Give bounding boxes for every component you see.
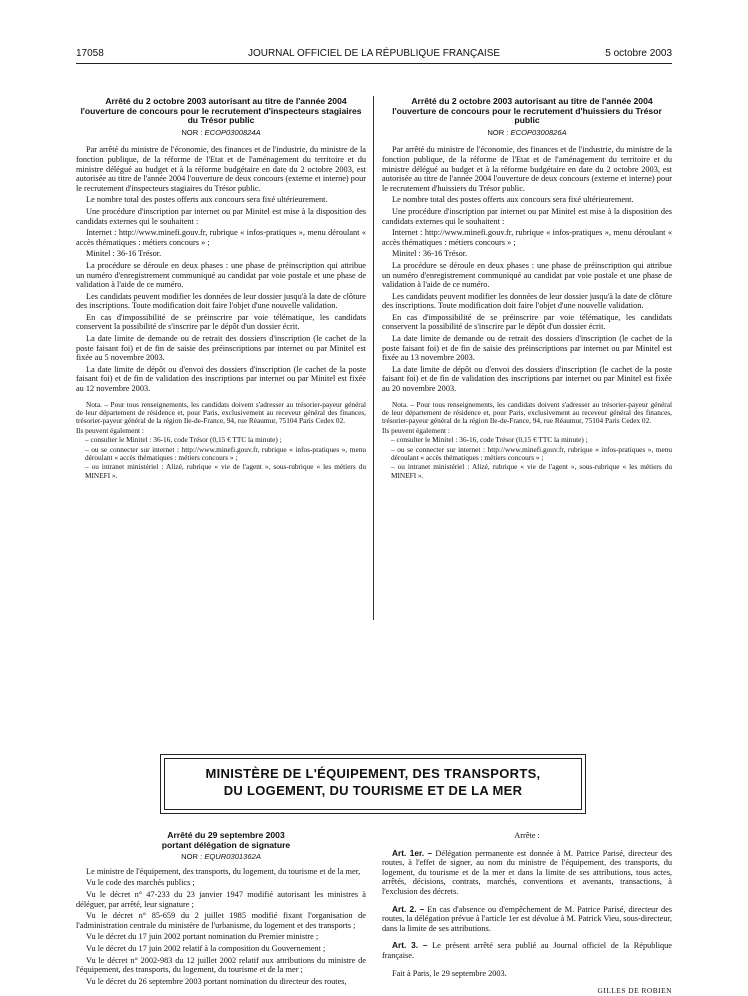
- article-title: Arrêté du 2 octobre 2003 autorisant au titre de l'année 2004 l'ouverture de concours pour le recrutement d'huissiers du Trésor public: [392, 96, 662, 126]
- paragraph: En cas d'impossibilité de se préinscrire par voie télématique, les candidats conservent la possibilité de s'inscrire par le dépôt d'un dossier écrit.: [76, 312, 366, 332]
- paragraph: Une procédure d'inscription par internet ou par Minitel est mise à la disposition des candidats externes qui le souhaitent :: [76, 206, 366, 226]
- nor-code: ECOP0300826A: [510, 127, 567, 137]
- article-2: Art. 2. – En cas d'absence ou d'empêchement de M. Patrice Parisé, directeur des routes, la délégation prévue à l'article 1er est dévolue à M. Patrick Vieu, sous-directeur, dans la limite de ses attributions.: [382, 903, 673, 933]
- list-item: – ou se connecter sur internet : http://www.minefi.gouv.fr, rubrique « infos-pratiques », menu déroulant « accès thématiques : métiers concours » ;: [85, 444, 366, 463]
- done-at: Fait à Paris, le 29 septembre 2003.: [392, 968, 507, 978]
- paragraph: Internet : http://www.minefi.gouv.fr, rubrique « infos-pratiques », menu déroulant « accès thématiques : métiers concours » ;: [382, 228, 672, 247]
- note-block: [76, 401, 366, 481]
- nor-code: ECOP0300824A: [204, 127, 261, 137]
- paragraph: La procédure se déroule en deux phases : une phase de préinscription qui attribue un numéro d'enregistrement communiqué au candidat par voie postale et une phase de validation à l'aide de ce numéro.: [382, 260, 672, 290]
- article-title-line2: portant délégation de signature: [161, 839, 291, 850]
- paragraph: Minitel : 36-16 Trésor.: [392, 249, 468, 259]
- visa: Vu le décret du 17 juin 2002 relatif à la composition du Gouvernement ;: [86, 943, 326, 953]
- note: Nota. – Pour tous renseignements, les candidats doivent s'adresser au trésorier-payeur général de leur département de résidence et, pour Paris, exclusivement au receveur général des finances, trésorier-payeur général de la région Ile-de-France, 94, rue Réaumur, 75104 Paris Cedex 02.: [382, 399, 672, 426]
- paragraph: Par arrêté du ministre de l'économie, des finances et de l'industrie, du ministre de la fonction publique, de la réforme de l'Etat et de l'aménagement du territoire et du ministre délégué au budget et à la réforme budgétaire en date du 2 octobre 2003, est autorisée au titre de l'année 2004 l'ouverture de deux concours (externe et interne) pour le recrutement d'inspecteurs stagiaires du Trésor public.: [76, 145, 366, 193]
- ministry-title-line1: MINISTÈRE DE L'ÉQUIPEMENT, DES TRANSPORTS,: [205, 766, 541, 781]
- journal-title: JOURNAL OFFICIEL DE LA RÉPUBLIQUE FRANÇAISE: [247, 48, 501, 59]
- header-rule: [76, 63, 672, 64]
- running-header: [76, 48, 672, 62]
- issue-date: 5 octobre 2003: [605, 48, 672, 59]
- paragraph: La procédure se déroule en deux phases : une phase de préinscription qui attribue un numéro d'enregistrement communiqué au candidat par voie postale et une phase de validation à l'aide de ce numéro.: [76, 260, 366, 290]
- visa: Vu le code des marchés publics ;: [86, 878, 195, 888]
- paragraph: La date limite de demande ou de retrait des dossiers d'inscription (le cachet de la poste faisant foi) et de fin de saisie des préinscriptions par internet ou par Minitel est fixée au 13 novembre 2003.: [382, 334, 672, 363]
- note-block: [382, 401, 672, 481]
- note: Nota. – Pour tous renseignements, les candidats doivent s'adresser au trésorier-payeur général de leur département de résidence et, pour Paris, exclusivement au receveur général des finances, trésorier-payeur général de la région Ile-de-France, 94, rue Réaumur, 75104 Paris Cedex 02.: [76, 399, 366, 426]
- list-item: – consulter le Minitel : 36-16, code Trésor (0,15 € TTC la minute) ;: [85, 435, 282, 445]
- visa: Vu le décret n° 85-659 du 2 juillet 1985 modifié fixant l'organisation de l'administration centrale du ministère de l'urbanisme, du logement et des transports ;: [76, 911, 366, 930]
- left-article: [76, 97, 366, 481]
- paragraph: Le nombre total des postes offerts aux concours sera fixé ultérieurement.: [86, 195, 328, 205]
- bottom-article-visas: [76, 831, 366, 988]
- visa: Vu le décret n° 2002-983 du 12 juillet 2002 relatif aux attributions du ministre de l'équipement, des transports, du logement, du tourisme et de la mer ;: [76, 955, 366, 975]
- paragraph: La date limite de dépôt ou d'envoi des dossiers d'inscription (le cachet de la poste faisant foi) et de fin de validation des inscriptions par internet ou par Minitel est fixée au 12 novembre 2003.: [76, 364, 366, 394]
- paragraph: Les candidats peuvent modifier les données de leur dossier jusqu'à la date de clôture des inscriptions. Toute modification doit faire l'objet d'une nouvelle validation.: [76, 291, 366, 311]
- nor-reference: NOR : EQUR0301362A: [181, 852, 261, 862]
- paragraph: Les candidats peuvent modifier les données de leur dossier jusqu'à la date de clôture des inscriptions. Toute modification doit faire l'objet d'une nouvelle validation.: [382, 291, 672, 311]
- right-article: [382, 97, 672, 481]
- paragraph: Le nombre total des postes offerts aux concours sera fixé ultérieurement.: [392, 195, 634, 205]
- article-title-line1: Arrêté du 29 septembre 2003: [167, 830, 285, 840]
- arrete-heading: Arrête :: [514, 831, 540, 840]
- also-intro: Ils peuvent également :: [382, 425, 450, 435]
- list-item: – ou intranet ministériel : Alizé, rubrique « vie de l'agent », sous-rubrique « les métiers du MINEFI ».: [85, 462, 366, 480]
- article-1: Art. 1er. – Délégation permanente est donnée à M. Patrice Parisé, directeur des routes, à l'effet de signer, au nom du ministre de l'équipement, des transports, du logement, du tourisme et de la mer et dans la limite de ses attributions, tous actes, arrêtés, décisions, contrats, marchés, conventions et avenants, transactions, à l'exclusion des décrets.: [382, 847, 672, 896]
- also-intro: Ils peuvent également :: [76, 425, 144, 435]
- signature: GILLES DE ROBIEN: [597, 986, 672, 996]
- paragraph: Internet : http://www.minefi.gouv.fr, rubrique « infos-pratiques », menu déroulant « accès thématiques : métiers concours » ;: [76, 228, 366, 247]
- article-title: Arrêté du 2 octobre 2003 autorisant au titre de l'année 2004 l'ouverture de concours pour le recrutement d'inspecteurs stagiaires du Trésor public: [80, 96, 362, 126]
- list-item: – consulter le Minitel : 36-16, code Trésor (0,15 € TTC la minute) ;: [391, 435, 588, 445]
- visa: Vu le décret n° 47-233 du 23 janvier 1947 modifié autorisant les ministres à déléguer, par arrêté, leur signature ;: [76, 889, 366, 909]
- paragraph: Minitel : 36-16 Trésor.: [86, 249, 162, 259]
- column-divider: [373, 96, 374, 620]
- nor-code: EQUR0301362A: [204, 852, 261, 862]
- paragraph: La date limite de dépôt ou d'envoi des dossiers d'inscription (le cachet de la poste faisant foi) et de fin de validation des inscriptions par internet ou par Minitel est fixée au 20 novembre 2003.: [382, 364, 672, 394]
- bottom-article-articles: [382, 831, 672, 996]
- paragraph: Par arrêté du ministre de l'économie, des finances et de l'industrie, du ministre de la fonction publique, de la réforme de l'Etat et de l'aménagement du territoire et du ministre délégué au budget et à la réforme budgétaire en date du 2 octobre 2003, est autorisée au titre de l'année 2004 l'ouverture de deux concours (externe et interne) pour le recrutement d'huissiers du Trésor public.: [382, 145, 672, 193]
- nor-reference: NOR : ECOP0300826A: [487, 127, 567, 137]
- visa: Vu le décret du 17 juin 2002 portant nomination du Premier ministre ;: [86, 932, 319, 942]
- visa: Vu le décret du 26 septembre 2003 portant nomination du directeur des routes,: [86, 976, 347, 986]
- page-number: 17058: [76, 48, 104, 59]
- list-item: – ou se connecter sur internet : http://www.minefi.gouv.fr, rubrique « infos-pratiques », menu déroulant « accès thématiques : métiers concours » ;: [391, 444, 672, 463]
- nor-reference: NOR : ECOP0300824A: [181, 127, 261, 137]
- ministry-title-line2: DU LOGEMENT, DU TOURISME ET DE LA MER: [223, 783, 523, 798]
- article-3: Art. 3. – Le présent arrêté sera publié au Journal officiel de la République française.: [382, 940, 672, 960]
- list-item: – ou intranet ministériel : Alizé, rubrique « vie de l'agent », sous-rubrique « les métiers du MINEFI ».: [391, 462, 672, 480]
- ministry-banner: [160, 754, 586, 814]
- paragraph: Une procédure d'inscription par internet ou par Minitel est mise à la disposition des candidats externes qui le souhaitent :: [382, 206, 672, 226]
- paragraph: La date limite de demande ou de retrait des dossiers d'inscription (le cachet de la poste faisant foi) et de fin de saisie des préinscriptions par internet ou par Minitel est fixée au 5 novembre 2003.: [76, 334, 366, 363]
- visa: Le ministre de l'équipement, des transports, du logement, du tourisme et de la mer,: [86, 866, 361, 876]
- paragraph: En cas d'impossibilité de se préinscrire par voie télématique, les candidats conservent la possibilité de s'inscrire par le dépôt d'un dossier écrit.: [382, 312, 672, 332]
